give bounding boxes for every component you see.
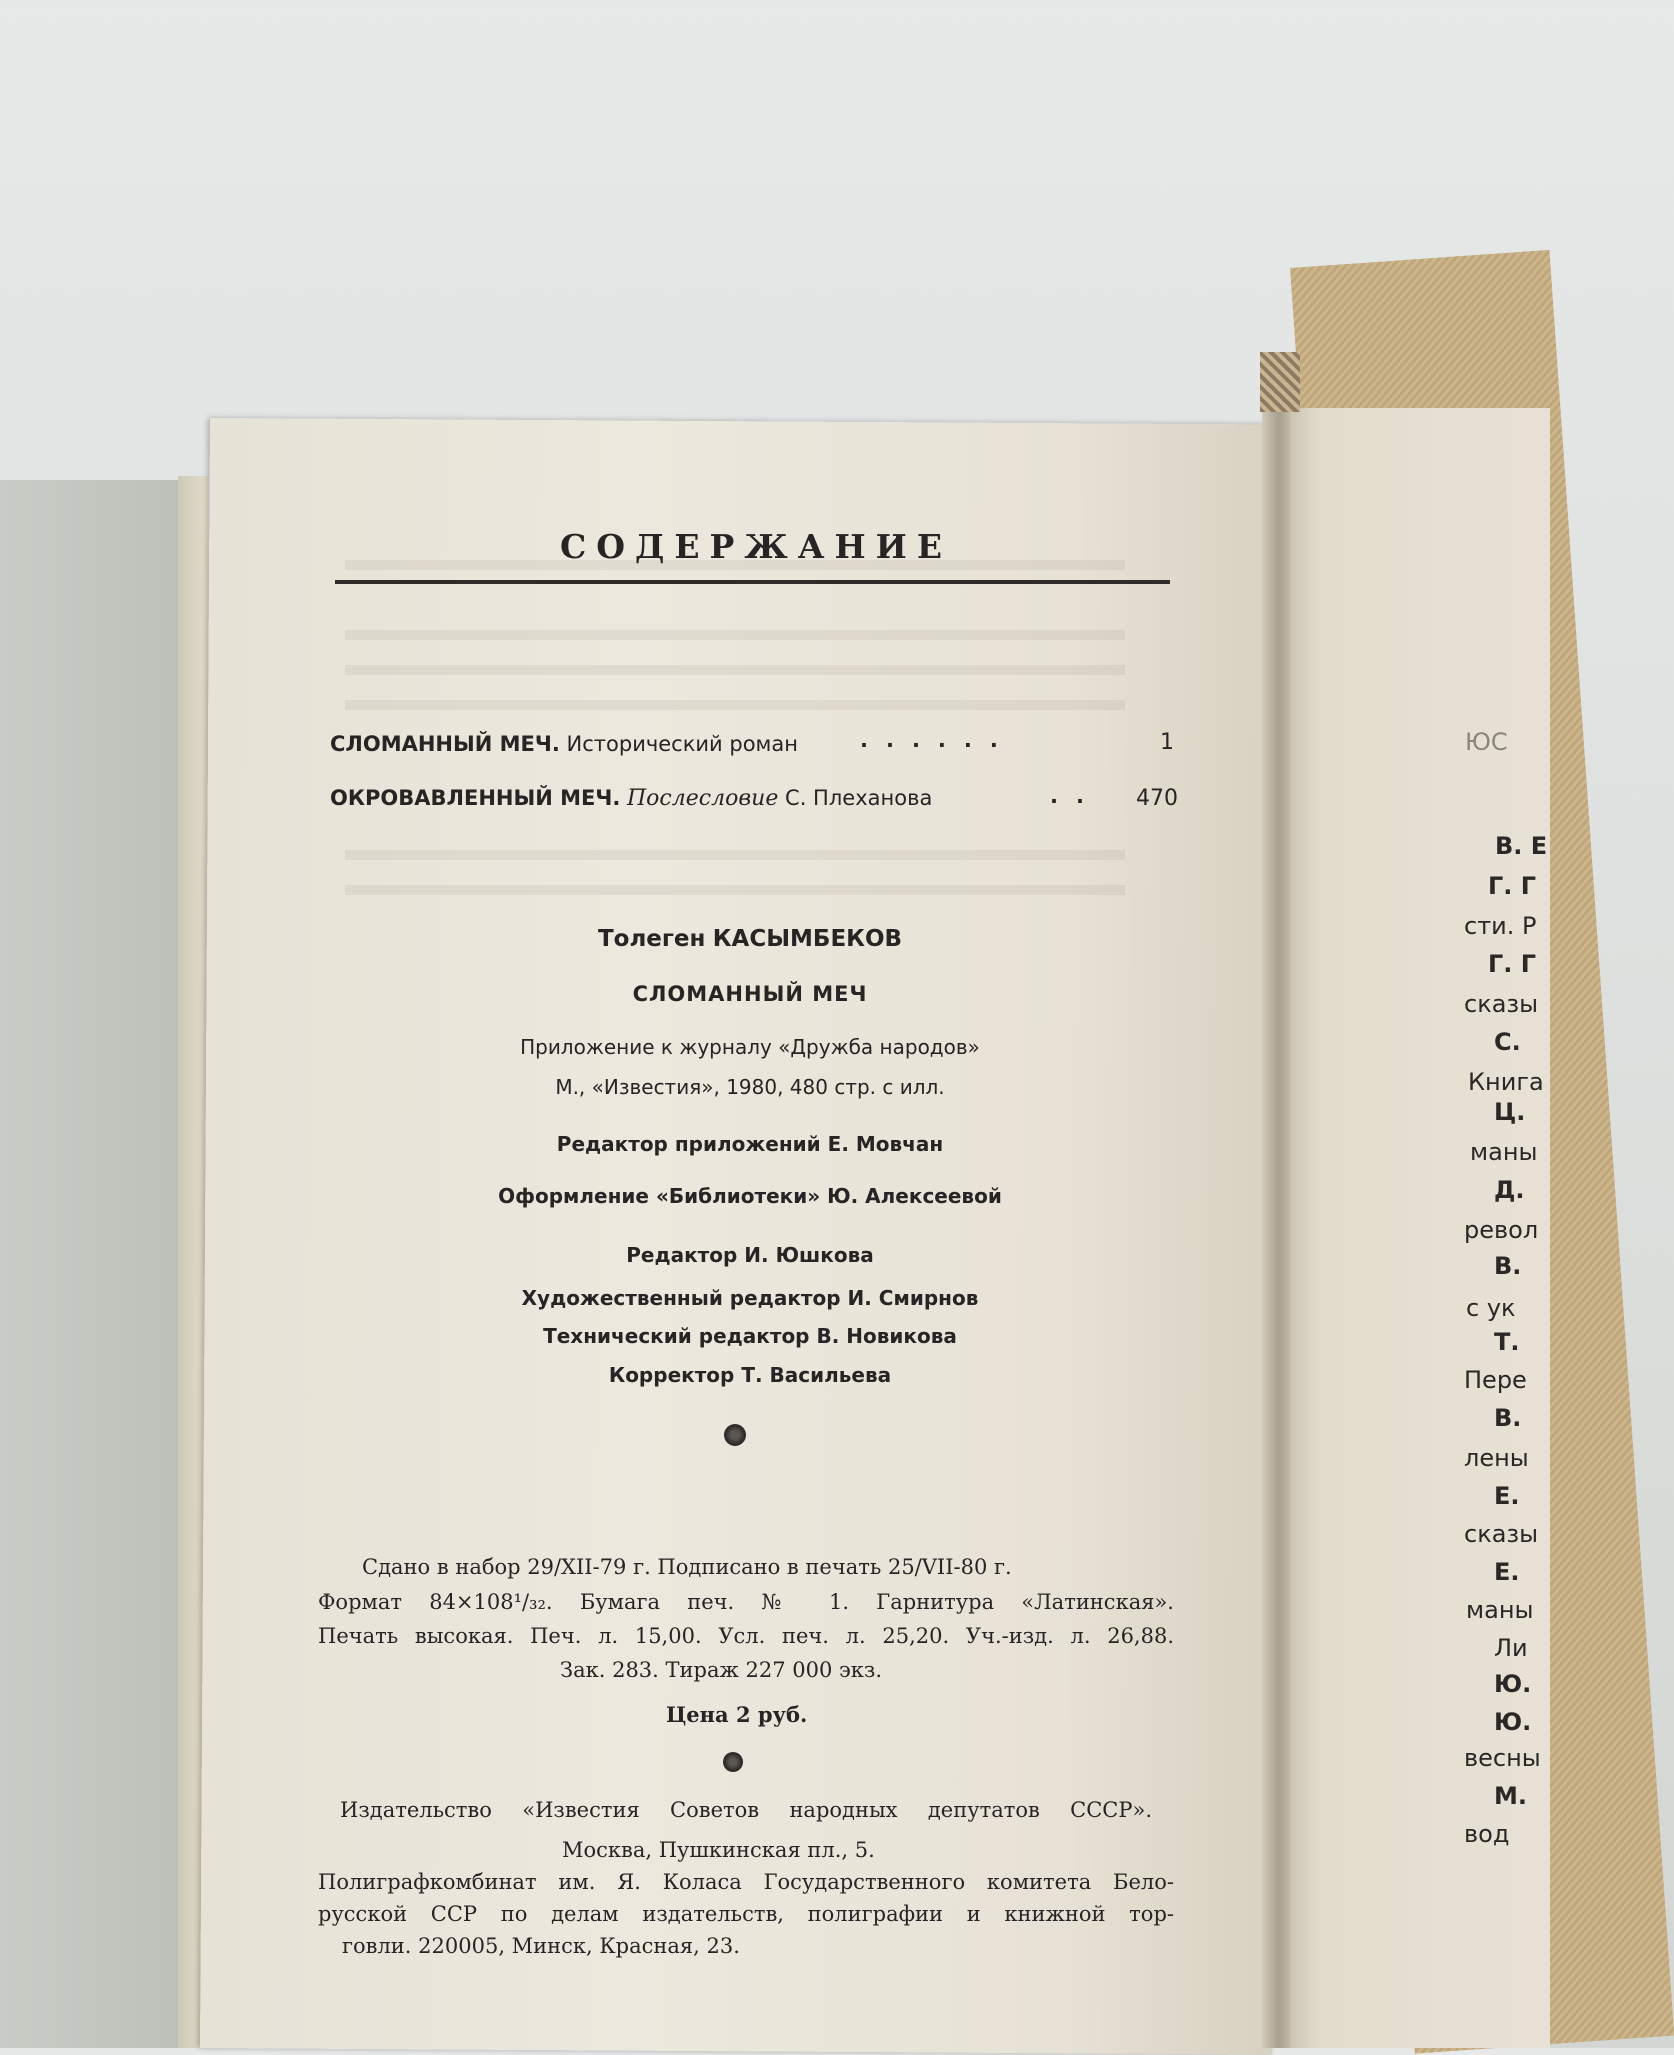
book-title: СЛОМАННЫЙ МЕЧ <box>632 982 868 1006</box>
book-imprint: М., «Известия», 1980, 480 стр. с илл. <box>555 1075 945 1099</box>
author-first-name: Толеген <box>597 926 706 952</box>
production-line: Печать высокая. Печ. л. 15,00. Усл. печ. л. 25,20. Уч.-изд. л. 26,88. <box>318 1624 1174 1648</box>
ornament-dot <box>724 1424 746 1446</box>
credit-line: Редактор И. Юшкова <box>626 1243 874 1267</box>
right-page-fragment: Ц. <box>1494 1098 1526 1126</box>
price: Цена 2 руб. <box>666 1702 808 1727</box>
publisher-line: русской ССР по делам издательств, полиграфии и книжной тор- <box>318 1902 1174 1926</box>
spine-binding <box>1260 352 1300 412</box>
right-page-fragment: Г. Г <box>1488 872 1537 900</box>
toc-entry-desc: Исторический роман <box>566 732 798 756</box>
toc-entry <box>330 786 932 811</box>
book-gutter <box>1262 410 1290 2048</box>
right-page-fragment: Г. Г <box>1488 950 1537 978</box>
right-page-fragment: Ли <box>1494 1634 1528 1662</box>
credit-line: Редактор приложений Е. Мовчан <box>556 1132 944 1156</box>
right-page-fragment: Пере <box>1464 1366 1527 1394</box>
toc-entry-title: ОКРОВАВЛЕННЫЙ МЕЧ. <box>330 786 621 810</box>
show-through <box>345 700 1125 710</box>
right-page-fragment: Е. <box>1494 1482 1520 1510</box>
right-page-fragment: сти. Р <box>1464 912 1537 940</box>
right-page-fragment: Т. <box>1494 1328 1520 1356</box>
credit-line: Художественный редактор И. Смирнов <box>521 1286 979 1310</box>
right-page-fragment: револ <box>1464 1216 1539 1244</box>
right-page-fragment: С. <box>1494 1028 1521 1056</box>
credit-line: Технический редактор В. Новикова <box>543 1324 957 1348</box>
ornament-dot <box>723 1752 743 1772</box>
right-page-fragment: Книга <box>1468 1068 1544 1096</box>
credit-line: Корректор Т. Васильева <box>608 1363 892 1387</box>
production-line: Сдано в набор 29/XII-79 г. Подписано в печать 25/VII-80 г. <box>362 1555 1012 1579</box>
right-page-fragment: с ук <box>1466 1294 1516 1322</box>
publisher-line: Москва, Пушкинская пл., 5. <box>562 1838 875 1862</box>
right-page-fragment: сказы <box>1464 990 1539 1018</box>
right-page-fragment: Ю. <box>1494 1708 1532 1736</box>
credit-line: Оформление «Библиотеки» Ю. Алексеевой <box>498 1184 1002 1208</box>
table-surface <box>0 480 190 2048</box>
right-page-fragment: сказы <box>1464 1520 1539 1548</box>
toc-page-number: 1 <box>1160 730 1174 755</box>
publisher-line: говли. 220005, Минск, Красная, 23. <box>342 1934 740 1958</box>
toc-leader-dots: ...... <box>860 728 1016 752</box>
book-supplement: Приложение к журналу «Дружба народов» <box>520 1035 980 1059</box>
show-through <box>345 885 1125 895</box>
production-line: Формат 84×108¹/₃₂. Бумага печ. № 1. Гарнитура «Латинская». <box>318 1590 1174 1614</box>
right-page-fragment: М. <box>1494 1782 1527 1810</box>
right-page-fragment: Д. <box>1494 1176 1525 1204</box>
toc-entry-author: С. Плеханова <box>785 786 933 810</box>
toc-entry-title: СЛОМАННЫЙ МЕЧ. <box>330 732 560 756</box>
right-page-fragment: Ю. <box>1494 1670 1532 1698</box>
right-page-fragment: В. <box>1494 1404 1522 1432</box>
heading-rule <box>335 580 1170 584</box>
right-page-fragment: маны <box>1466 1596 1534 1624</box>
right-page-fragment: ЮС <box>1465 728 1508 756</box>
right-page-fragment: весны <box>1464 1744 1541 1772</box>
right-page-fragment: маны <box>1470 1138 1538 1166</box>
author-last-name: КАСЫМБЕКОВ <box>712 926 903 952</box>
right-page-fragment: вод <box>1464 1820 1510 1848</box>
right-page-fragment: Е. <box>1494 1558 1520 1586</box>
show-through <box>345 630 1125 640</box>
toc-page-number: 470 <box>1136 786 1178 811</box>
publisher-line: Издательство «Известия Советов народных депутатов СССР». <box>340 1798 1152 1822</box>
publisher-line: Полиграфкомбинат им. Я. Коласа Государственного комитета Бело- <box>318 1870 1174 1894</box>
book-author <box>330 926 1170 952</box>
right-page-fragment: В. <box>1494 1252 1522 1280</box>
right-page-fragment: лены <box>1464 1444 1529 1472</box>
production-line: Зак. 283. Тираж 227 000 экз. <box>560 1658 883 1682</box>
toc-entry-desc: Послесловие <box>627 786 779 811</box>
toc-entry <box>330 732 798 756</box>
right-page-fragment: В. Е <box>1495 832 1548 860</box>
toc-leader-dots: .. <box>1050 784 1102 808</box>
show-through <box>345 665 1125 675</box>
contents-heading: СОДЕРЖАНИЕ <box>560 527 953 566</box>
show-through <box>345 850 1125 860</box>
